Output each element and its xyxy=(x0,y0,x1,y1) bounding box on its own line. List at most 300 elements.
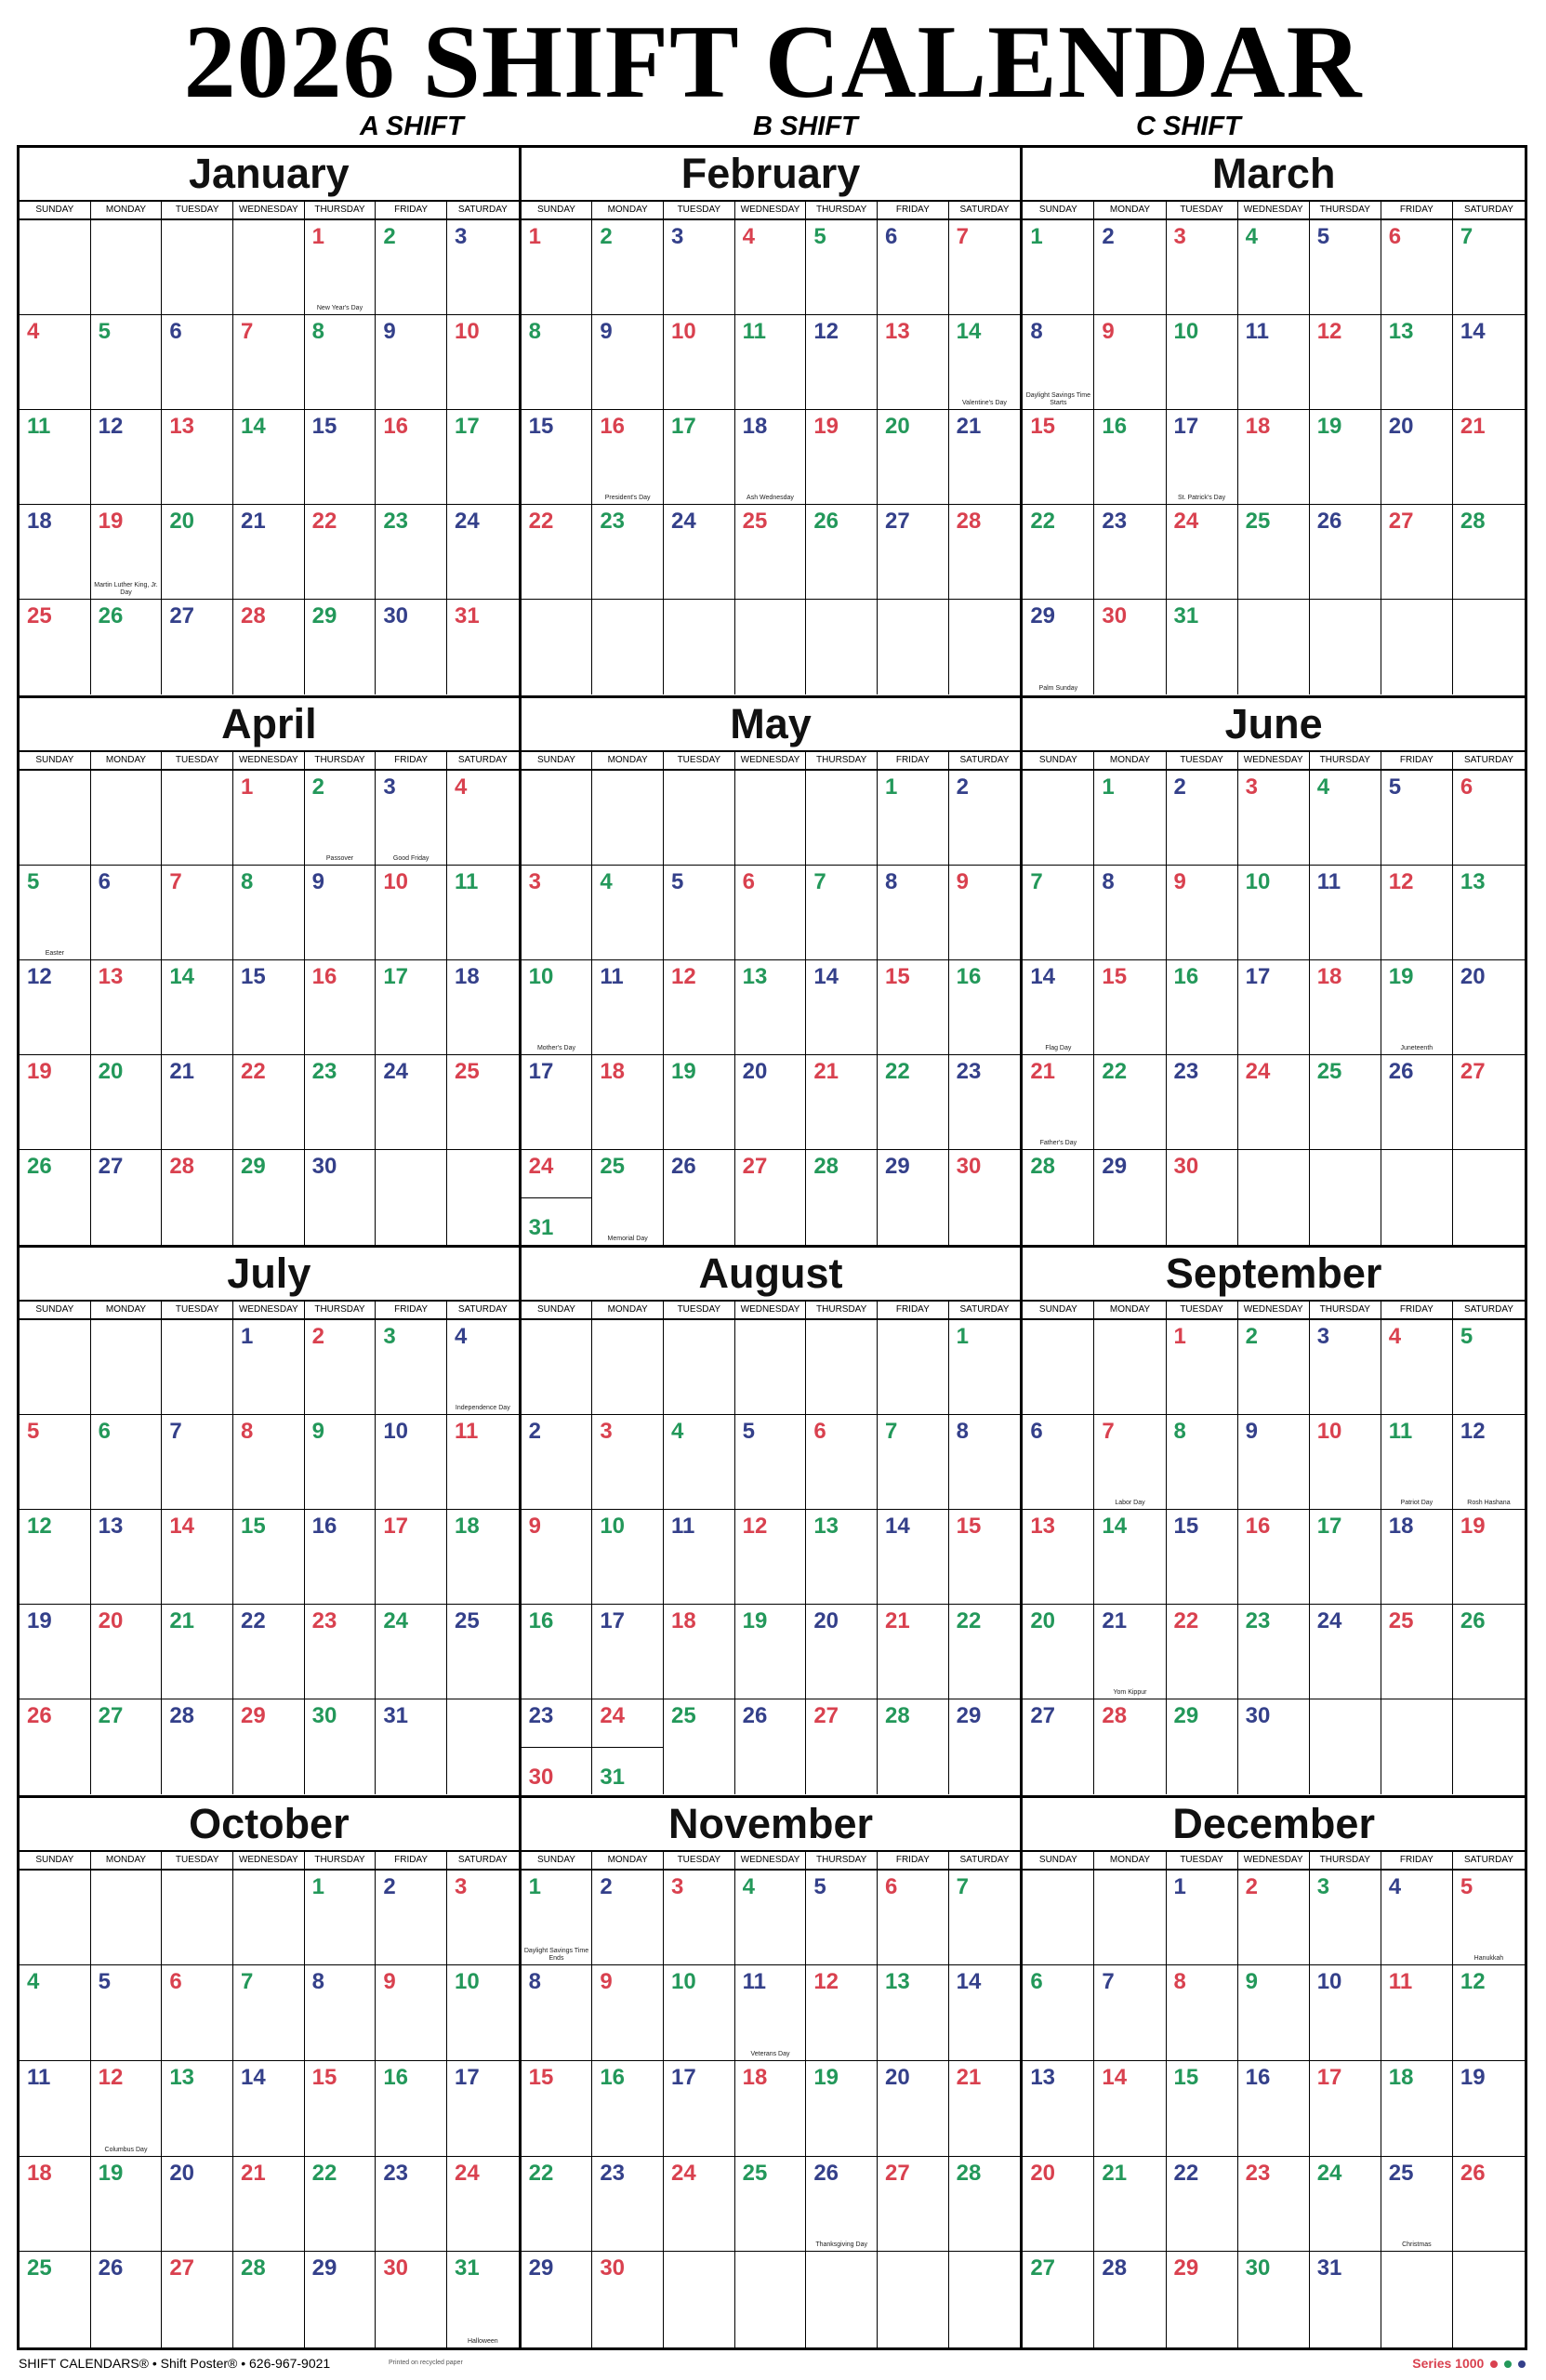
day-cell[interactable] xyxy=(1094,1605,1166,1699)
day-cell[interactable] xyxy=(1310,2252,1381,2347)
day-cell[interactable] xyxy=(1453,2157,1525,2253)
day-cell[interactable] xyxy=(1094,960,1166,1055)
day-cell[interactable] xyxy=(664,1320,735,1415)
day-cell[interactable] xyxy=(305,2157,377,2253)
day-cell[interactable] xyxy=(1167,2157,1238,2253)
day-cell[interactable] xyxy=(447,1871,519,1966)
day-cell[interactable] xyxy=(522,505,593,600)
day-cell[interactable] xyxy=(162,2252,233,2347)
day-cell[interactable] xyxy=(447,220,519,315)
day-cell[interactable] xyxy=(1023,1055,1094,1150)
day-cell[interactable] xyxy=(305,1415,377,1510)
day-cell[interactable] xyxy=(233,1605,305,1699)
day-cell[interactable] xyxy=(522,1150,593,1245)
day-cell[interactable] xyxy=(949,960,1021,1055)
day-cell[interactable] xyxy=(305,1055,377,1150)
day-cell[interactable] xyxy=(447,771,519,866)
day-cell[interactable] xyxy=(1453,600,1525,694)
day-cell[interactable] xyxy=(1381,1965,1453,2061)
day-cell[interactable] xyxy=(878,505,949,600)
day-cell[interactable] xyxy=(91,1510,163,1605)
day-cell[interactable] xyxy=(806,600,878,694)
day-cell[interactable] xyxy=(522,960,593,1055)
day-cell[interactable] xyxy=(1310,1510,1381,1605)
day-cell[interactable] xyxy=(305,315,377,410)
day-cell[interactable] xyxy=(305,2252,377,2347)
day-cell[interactable] xyxy=(91,410,163,505)
day-cell[interactable] xyxy=(1023,505,1094,600)
day-cell[interactable] xyxy=(20,1965,91,2061)
day-cell[interactable] xyxy=(1238,960,1310,1055)
day-cell[interactable] xyxy=(592,410,664,505)
day-cell[interactable] xyxy=(1023,1871,1094,1966)
day-cell[interactable] xyxy=(20,410,91,505)
day-cell[interactable] xyxy=(806,220,878,315)
day-cell[interactable] xyxy=(376,1150,447,1245)
day-cell[interactable] xyxy=(1381,1699,1453,1794)
day-cell[interactable] xyxy=(1167,1965,1238,2061)
day-cell[interactable] xyxy=(1453,1965,1525,2061)
day-cell[interactable] xyxy=(522,600,593,694)
day-cell[interactable] xyxy=(735,1055,807,1150)
day-cell[interactable] xyxy=(1167,1055,1238,1150)
day-cell[interactable] xyxy=(162,1150,233,1245)
day-cell[interactable] xyxy=(91,2252,163,2347)
day-cell[interactable] xyxy=(305,1605,377,1699)
day-cell[interactable] xyxy=(1094,505,1166,600)
day-cell[interactable] xyxy=(305,960,377,1055)
day-cell[interactable] xyxy=(376,220,447,315)
day-cell[interactable] xyxy=(664,505,735,600)
day-cell[interactable] xyxy=(806,505,878,600)
day-cell[interactable] xyxy=(1094,1150,1166,1245)
day-cell[interactable] xyxy=(1453,1699,1525,1794)
day-cell[interactable] xyxy=(735,960,807,1055)
day-cell[interactable] xyxy=(447,1605,519,1699)
day-cell[interactable] xyxy=(447,866,519,960)
day-cell[interactable] xyxy=(1023,1699,1094,1794)
day-cell[interactable] xyxy=(806,960,878,1055)
day-cell[interactable] xyxy=(20,1605,91,1699)
day-cell[interactable] xyxy=(522,1965,593,2061)
day-cell[interactable] xyxy=(447,315,519,410)
day-cell[interactable] xyxy=(20,960,91,1055)
day-cell[interactable] xyxy=(376,1965,447,2061)
day-cell[interactable] xyxy=(91,960,163,1055)
day-cell[interactable] xyxy=(806,1965,878,2061)
day-cell[interactable] xyxy=(376,960,447,1055)
day-cell[interactable] xyxy=(162,410,233,505)
day-cell[interactable] xyxy=(1238,505,1310,600)
day-cell[interactable] xyxy=(1094,600,1166,694)
day-cell[interactable] xyxy=(91,1415,163,1510)
day-cell[interactable] xyxy=(1023,2061,1094,2157)
day-cell[interactable] xyxy=(1381,600,1453,694)
day-cell[interactable] xyxy=(735,1415,807,1510)
day-cell[interactable] xyxy=(949,2061,1021,2157)
day-cell[interactable] xyxy=(162,1699,233,1794)
day-cell[interactable] xyxy=(233,315,305,410)
day-cell[interactable] xyxy=(1094,315,1166,410)
day-cell[interactable] xyxy=(1310,315,1381,410)
day-cell[interactable] xyxy=(878,1320,949,1415)
day-cell[interactable] xyxy=(1167,410,1238,505)
day-cell[interactable] xyxy=(91,600,163,694)
day-cell[interactable] xyxy=(735,1965,807,2061)
day-cell[interactable] xyxy=(1310,866,1381,960)
day-cell[interactable] xyxy=(1167,220,1238,315)
day-cell[interactable] xyxy=(20,866,91,960)
day-cell[interactable] xyxy=(1381,2061,1453,2157)
day-cell[interactable] xyxy=(1023,1415,1094,1510)
day-cell[interactable] xyxy=(592,1055,664,1150)
day-cell[interactable] xyxy=(233,2061,305,2157)
day-cell[interactable] xyxy=(522,1510,593,1605)
day-cell[interactable] xyxy=(592,1965,664,2061)
day-cell[interactable] xyxy=(1453,2061,1525,2157)
day-cell[interactable] xyxy=(735,1605,807,1699)
day-cell[interactable] xyxy=(949,1055,1021,1150)
day-cell[interactable] xyxy=(376,2061,447,2157)
day-cell[interactable] xyxy=(1310,1415,1381,1510)
day-cell[interactable] xyxy=(305,1510,377,1605)
day-cell[interactable] xyxy=(305,600,377,694)
day-cell[interactable] xyxy=(20,600,91,694)
day-cell[interactable] xyxy=(20,1150,91,1245)
day-cell[interactable] xyxy=(1167,1320,1238,1415)
day-cell[interactable] xyxy=(878,866,949,960)
day-cell[interactable] xyxy=(233,600,305,694)
day-cell[interactable] xyxy=(806,1699,878,1794)
day-cell[interactable] xyxy=(20,1320,91,1415)
day-cell[interactable] xyxy=(20,1510,91,1605)
day-cell[interactable] xyxy=(91,2157,163,2253)
day-cell[interactable] xyxy=(806,1871,878,1966)
day-cell[interactable] xyxy=(949,1871,1021,1966)
day-cell[interactable] xyxy=(20,505,91,600)
day-cell[interactable] xyxy=(664,1605,735,1699)
day-cell[interactable] xyxy=(878,1605,949,1699)
day-cell[interactable] xyxy=(20,2252,91,2347)
day-cell[interactable] xyxy=(1453,220,1525,315)
day-cell[interactable] xyxy=(91,1150,163,1245)
day-cell[interactable] xyxy=(91,2061,163,2157)
day-cell[interactable] xyxy=(735,220,807,315)
day-cell[interactable] xyxy=(735,600,807,694)
day-cell[interactable] xyxy=(1167,960,1238,1055)
day-cell[interactable] xyxy=(1381,410,1453,505)
day-cell[interactable] xyxy=(664,315,735,410)
day-cell[interactable] xyxy=(91,315,163,410)
day-cell[interactable] xyxy=(949,1699,1021,1794)
day-cell[interactable] xyxy=(878,1871,949,1966)
day-cell[interactable] xyxy=(233,1871,305,1966)
day-cell[interactable] xyxy=(522,1605,593,1699)
day-cell[interactable] xyxy=(1381,315,1453,410)
day-cell[interactable] xyxy=(1167,866,1238,960)
day-cell[interactable] xyxy=(592,866,664,960)
day-cell[interactable] xyxy=(664,1699,735,1794)
day-cell[interactable] xyxy=(1238,1055,1310,1150)
day-cell[interactable] xyxy=(376,1415,447,1510)
day-cell[interactable] xyxy=(162,2157,233,2253)
day-cell[interactable] xyxy=(1238,1965,1310,2061)
day-cell[interactable] xyxy=(735,1871,807,1966)
day-cell[interactable] xyxy=(1453,1605,1525,1699)
day-cell[interactable] xyxy=(806,1415,878,1510)
day-cell[interactable] xyxy=(878,315,949,410)
day-cell[interactable] xyxy=(447,1150,519,1245)
day-cell[interactable] xyxy=(1094,1965,1166,2061)
day-cell[interactable] xyxy=(162,220,233,315)
day-cell[interactable] xyxy=(592,1150,664,1245)
day-cell[interactable] xyxy=(447,1510,519,1605)
day-cell[interactable] xyxy=(878,1965,949,2061)
day-cell[interactable] xyxy=(1238,1510,1310,1605)
day-cell[interactable] xyxy=(162,505,233,600)
day-cell[interactable] xyxy=(305,1871,377,1966)
day-cell[interactable] xyxy=(162,960,233,1055)
day-cell[interactable] xyxy=(806,2157,878,2253)
day-cell[interactable] xyxy=(1310,1699,1381,1794)
day-cell[interactable] xyxy=(1310,1605,1381,1699)
day-cell[interactable] xyxy=(806,866,878,960)
day-cell[interactable] xyxy=(1310,600,1381,694)
day-cell[interactable] xyxy=(305,1699,377,1794)
day-cell[interactable] xyxy=(806,1605,878,1699)
day-cell[interactable] xyxy=(522,866,593,960)
day-cell[interactable] xyxy=(20,220,91,315)
day-cell[interactable] xyxy=(305,220,377,315)
day-cell[interactable] xyxy=(1023,600,1094,694)
day-cell[interactable] xyxy=(376,1699,447,1794)
day-cell[interactable] xyxy=(592,600,664,694)
day-cell[interactable] xyxy=(949,2252,1021,2347)
day-cell[interactable] xyxy=(1167,1415,1238,1510)
day-cell[interactable] xyxy=(1310,505,1381,600)
day-cell[interactable] xyxy=(1167,1699,1238,1794)
day-cell[interactable] xyxy=(522,410,593,505)
day-cell[interactable] xyxy=(1094,1320,1166,1415)
day-cell[interactable] xyxy=(447,2252,519,2347)
day-cell[interactable] xyxy=(1381,1150,1453,1245)
day-cell[interactable] xyxy=(1167,505,1238,600)
day-cell[interactable] xyxy=(522,1055,593,1150)
day-cell[interactable] xyxy=(1238,866,1310,960)
day-cell[interactable] xyxy=(376,771,447,866)
day-cell[interactable] xyxy=(735,866,807,960)
day-cell[interactable] xyxy=(162,2061,233,2157)
day-cell[interactable] xyxy=(91,866,163,960)
day-cell[interactable] xyxy=(735,410,807,505)
day-cell[interactable] xyxy=(949,505,1021,600)
day-cell[interactable] xyxy=(806,315,878,410)
day-cell[interactable] xyxy=(1167,1871,1238,1966)
day-cell[interactable] xyxy=(91,220,163,315)
day-cell[interactable] xyxy=(305,2061,377,2157)
day-cell[interactable] xyxy=(91,1055,163,1150)
day-cell[interactable] xyxy=(1310,1320,1381,1415)
day-cell[interactable] xyxy=(305,505,377,600)
day-cell[interactable] xyxy=(664,960,735,1055)
day-cell[interactable] xyxy=(522,1415,593,1510)
day-cell[interactable] xyxy=(20,771,91,866)
day-cell[interactable] xyxy=(1238,2252,1310,2347)
day-cell[interactable] xyxy=(233,1415,305,1510)
day-cell[interactable] xyxy=(1023,220,1094,315)
day-cell[interactable] xyxy=(1453,315,1525,410)
day-cell[interactable] xyxy=(949,1320,1021,1415)
day-cell[interactable] xyxy=(376,1871,447,1966)
day-cell[interactable] xyxy=(592,220,664,315)
day-cell[interactable] xyxy=(949,1965,1021,2061)
day-cell[interactable] xyxy=(735,1699,807,1794)
day-cell[interactable] xyxy=(1238,220,1310,315)
day-cell[interactable] xyxy=(1381,1055,1453,1150)
day-cell[interactable] xyxy=(664,1965,735,2061)
day-cell[interactable] xyxy=(1167,1150,1238,1245)
day-cell[interactable] xyxy=(233,960,305,1055)
day-cell[interactable] xyxy=(376,315,447,410)
day-cell[interactable] xyxy=(664,2252,735,2347)
day-cell[interactable] xyxy=(1381,866,1453,960)
day-cell[interactable] xyxy=(1094,2157,1166,2253)
day-cell[interactable] xyxy=(91,1605,163,1699)
day-cell[interactable] xyxy=(522,2157,593,2253)
day-cell[interactable] xyxy=(1310,2157,1381,2253)
day-cell[interactable] xyxy=(305,771,377,866)
day-cell[interactable] xyxy=(376,505,447,600)
day-cell[interactable] xyxy=(1094,410,1166,505)
day-cell[interactable] xyxy=(1238,1871,1310,1966)
day-cell[interactable] xyxy=(447,960,519,1055)
day-cell[interactable] xyxy=(1238,1320,1310,1415)
day-cell[interactable] xyxy=(233,2252,305,2347)
day-cell[interactable] xyxy=(1310,1965,1381,2061)
day-cell[interactable] xyxy=(305,866,377,960)
day-cell[interactable] xyxy=(1023,410,1094,505)
day-cell[interactable] xyxy=(522,771,593,866)
day-cell[interactable] xyxy=(878,220,949,315)
day-cell[interactable] xyxy=(1023,771,1094,866)
day-cell[interactable] xyxy=(592,1320,664,1415)
day-cell[interactable] xyxy=(949,220,1021,315)
day-cell[interactable] xyxy=(1167,2252,1238,2347)
day-cell[interactable] xyxy=(664,600,735,694)
day-cell[interactable] xyxy=(91,1871,163,1966)
day-cell[interactable] xyxy=(376,410,447,505)
day-cell[interactable] xyxy=(233,1320,305,1415)
day-cell[interactable] xyxy=(233,410,305,505)
day-cell[interactable] xyxy=(1381,2252,1453,2347)
day-cell[interactable] xyxy=(878,1699,949,1794)
day-cell[interactable] xyxy=(1238,315,1310,410)
day-cell[interactable] xyxy=(522,1871,593,1966)
day-cell[interactable] xyxy=(1238,1699,1310,1794)
day-cell[interactable] xyxy=(664,771,735,866)
day-cell[interactable] xyxy=(91,1320,163,1415)
day-cell[interactable] xyxy=(233,220,305,315)
day-cell[interactable] xyxy=(664,1055,735,1150)
day-cell[interactable] xyxy=(1381,505,1453,600)
day-cell[interactable] xyxy=(1167,771,1238,866)
day-cell[interactable] xyxy=(735,1510,807,1605)
day-cell[interactable] xyxy=(1094,2061,1166,2157)
day-cell[interactable] xyxy=(735,1150,807,1245)
day-cell[interactable] xyxy=(592,2061,664,2157)
day-cell[interactable] xyxy=(1094,220,1166,315)
day-cell[interactable] xyxy=(162,1415,233,1510)
day-cell[interactable] xyxy=(1310,1150,1381,1245)
day-cell[interactable] xyxy=(1381,1320,1453,1415)
day-cell[interactable] xyxy=(447,1699,519,1794)
day-cell[interactable] xyxy=(1094,1415,1166,1510)
day-cell[interactable] xyxy=(1094,866,1166,960)
day-cell[interactable] xyxy=(20,1415,91,1510)
day-cell[interactable] xyxy=(233,1699,305,1794)
day-cell[interactable] xyxy=(1238,1150,1310,1245)
day-cell[interactable] xyxy=(91,1965,163,2061)
day-cell[interactable] xyxy=(1023,1320,1094,1415)
day-cell[interactable] xyxy=(1381,960,1453,1055)
day-cell[interactable] xyxy=(1167,600,1238,694)
day-cell[interactable] xyxy=(592,771,664,866)
day-cell[interactable] xyxy=(1453,1055,1525,1150)
day-cell[interactable] xyxy=(162,771,233,866)
day-cell[interactable] xyxy=(592,1510,664,1605)
day-cell[interactable] xyxy=(878,960,949,1055)
day-cell[interactable] xyxy=(949,2157,1021,2253)
day-cell[interactable] xyxy=(806,2061,878,2157)
day-cell[interactable] xyxy=(1310,771,1381,866)
day-cell[interactable] xyxy=(1023,1150,1094,1245)
day-cell[interactable] xyxy=(1381,1605,1453,1699)
day-cell[interactable] xyxy=(735,2157,807,2253)
day-cell[interactable] xyxy=(20,2157,91,2253)
day-cell[interactable] xyxy=(162,1605,233,1699)
day-cell[interactable] xyxy=(447,600,519,694)
day-cell[interactable] xyxy=(1453,1871,1525,1966)
day-cell[interactable] xyxy=(1094,1871,1166,1966)
day-cell[interactable] xyxy=(233,1510,305,1605)
day-cell[interactable] xyxy=(522,1320,593,1415)
day-cell[interactable] xyxy=(162,866,233,960)
day-cell[interactable] xyxy=(664,2157,735,2253)
day-cell[interactable] xyxy=(1381,2157,1453,2253)
day-cell[interactable] xyxy=(162,315,233,410)
day-cell[interactable] xyxy=(1023,1510,1094,1605)
day-cell[interactable] xyxy=(1453,1415,1525,1510)
day-cell[interactable] xyxy=(1453,2252,1525,2347)
day-cell[interactable] xyxy=(305,1150,377,1245)
day-cell[interactable] xyxy=(376,600,447,694)
day-cell[interactable] xyxy=(1023,315,1094,410)
day-cell[interactable] xyxy=(305,1965,377,2061)
day-cell[interactable] xyxy=(664,410,735,505)
day-cell[interactable] xyxy=(1453,410,1525,505)
day-cell[interactable] xyxy=(592,1415,664,1510)
day-cell[interactable] xyxy=(376,1510,447,1605)
day-cell[interactable] xyxy=(878,1150,949,1245)
day-cell[interactable] xyxy=(1023,2252,1094,2347)
day-cell[interactable] xyxy=(1381,1415,1453,1510)
day-cell[interactable] xyxy=(1238,410,1310,505)
day-cell[interactable] xyxy=(305,410,377,505)
day-cell[interactable] xyxy=(735,771,807,866)
day-cell[interactable] xyxy=(522,315,593,410)
day-cell[interactable] xyxy=(1094,2252,1166,2347)
day-cell[interactable] xyxy=(1453,1150,1525,1245)
